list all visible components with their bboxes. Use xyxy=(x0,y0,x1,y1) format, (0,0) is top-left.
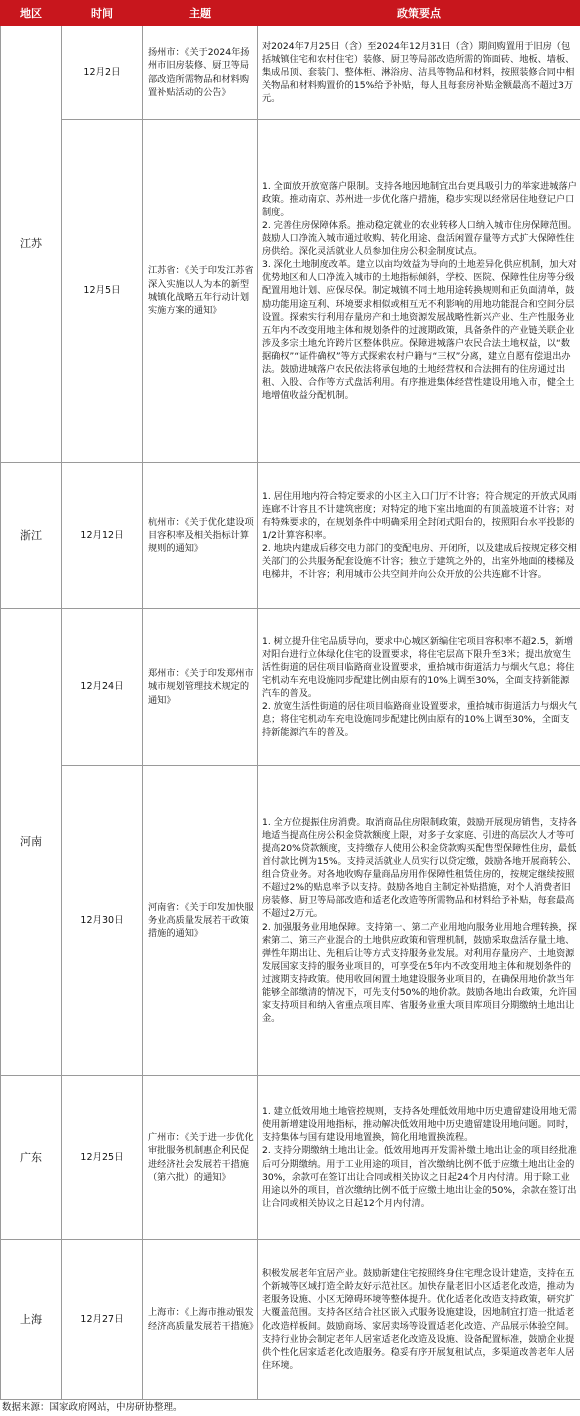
theme-cell: 河南省：《关于印发加快服务业高质量发展若干政策措施的通知》 xyxy=(143,766,258,1076)
points-cell xyxy=(258,609,580,766)
header-row xyxy=(1,1,580,26)
date-cell: 12月5日 xyxy=(62,120,143,463)
policy-point: 1. 全方位提振住房消费。取消商品住房限制政策，鼓励开展现房销售，支持各地适当提高住房公积金贷款额度上限，对多子女家庭、引进的高层次人才等可提高20%贷款额度，支持缴存人使用公积金贷款购买配售型保障性住房，最低首付款比例为15%。支持灵活就业人员实行以贷定缴，鼓励各地开展商转公、组合贷业务。对各地收购存量商品房用作保障性租赁住房的，按规定继续按照不超过2%的贴息率予以支持。鼓励各地自主制定补贴措施，对个人消费者旧房装修、厨卫等局部改造和适老化改造等所需物品和材料给予补贴，每套最高不超过2万元。 xyxy=(262,816,577,920)
policy-point: 1. 全面放开放宽落户限制。支持各地因地制宜出台更具吸引力的举家进城落户政策。推动南京、苏州进一步优化落户措施，稳步实现以经常居住地登记户口制度。 xyxy=(262,180,577,218)
table-row xyxy=(1,1240,580,1400)
policy-point: 2. 放宽生活性街道的居住项目临路商业设置要求，重拾城市街道活力与烟火气息；将住宅机动车充电设施同步配建比例由原有的10%上调至30%，全面支持新能源汽车的普及。 xyxy=(262,701,577,739)
header-theme: 主题 xyxy=(143,1,258,26)
header-region: 地区 xyxy=(1,1,62,26)
policy-point: 2. 完善住房保障体系。推动稳定就业的农业转移人口纳入城市住房保障范围。鼓励人口净流入城市通过收购、转化用途、盘活闲置存量等方式扩大保障性住房供给。深化灵活就业人员参加住房公积金制度试点。 xyxy=(262,219,577,258)
table-row xyxy=(1,766,580,1076)
policy-point: 2. 加强服务业用地保障。支持第一、第二产业用地向服务业用地合理转换，探索第二、第三产业混合的土地供应政策和管理机制，鼓励采取盘活存量土地、弹性年期出让、先租后让等方式支持服务业发展。对利用存量房产、土地资源发展国家支持的服务业项目的，可享受在5年内不改变用地主体和规划条件的过渡期支持政策。使用收回闲置土地建设服务业项目的，在确保用地价款当年能够全部缴清的情况下，可先支付50%的地价款。鼓励各地出台政策，允许国家支持项目和纳入省重点项目库、省服务业重大项目库项目分期缴纳土地出让金。 xyxy=(262,921,577,1025)
points-cell xyxy=(258,26,580,120)
policy-point: 3. 深化土地制度改革。建立以亩均效益为导向的土地差异化供应机制，加大对优势地区和人口净流入城市的土地指标倾斜，学校、医院、保障性住房等分级配置用地计划、应保尽保。制定城镇不同土地用途转换规则和正负面清单，鼓励功能用途互利、环境要求相似或相互无不利影响的用地功能混合和空间分层设置。探索实行利用存量房产和土地资源发展战略性新兴产业、生产性服务业五年内不改变用地主体和规划条件的过渡期政策，具备条件的产业链关联企业涉及多宗土地允许跨片区整体供应。保障进城落户农民合法土地权益，以“数据确权”“证件确权”等方式探索农村户籍与“三权”分离，建立自愿有偿退出办法。鼓励进城落户农民依法将承包地的土地经营权和合法拥有的住房通过出租、入股、合作等方式盘活利用。有序推进集体经营性建设用地入市，健全土地增值收益分配机制。 xyxy=(262,259,577,402)
table-row xyxy=(1,463,580,609)
policy-point: 1. 建立低效用地土地管控规则，支持各处理低效用地中历史遗留建设用地无需使用新增建设用地指标，推动解决低效用地中历史遗留建设用地问题。同时，支持集体与国有建设用地置换，简化用地置换流程。 xyxy=(262,1106,577,1144)
policy-point: 1. 树立提升住宅品质导向，要求中心城区新编住宅项目容积率不超2.5，新增对阳台进行立体绿化住宅的设置要求，将住宅层高下限升至3米；提出放宽生活性街道的居住项目临路商业设置要求，重拾城市街道活力与烟火气息；将住宅机动车充电设施同步配建比例由原有的10%上调至30%，全面支持新能源汽车的普及。 xyxy=(262,635,575,699)
policy-point: 积极发展老年宜居产业。鼓励新建住宅按照终身住宅理念设计建造，支持在五个新城等区域打造全龄友好示范社区。加快存量老旧小区适老化改造，推动为老服务设施、小区无障碍环境等整体提升。优化适老化改造支持政策，研究扩大覆盖范围。支持各区结合社区嵌入式服务设施建设，因地制宜打造一批适老化改造样板间。鼓励商场、家居卖场等设置适老化改造、产品展示体验空间。支持行业协会制定老年人居室适老化改造及设施、设备配置标准，鼓励企业提供个性化居家适老化改造服务。稳妥有序开展复租试点，多渠道改善老年人居住环境。 xyxy=(262,1268,575,1371)
region-cell: 广东 xyxy=(1,1076,62,1240)
policy-point: 1. 居住用地内符合特定要求的小区主入口门厅不计容；符合规定的开放式风雨连廊不计容且不计建筑密度；对特定的地下室出地面的有顶盖坡道不计容；对有特殊要求的，在规划条件中明确采用全封闭式阳台的，按照阳台水平投影的1/2计算容积率。 xyxy=(262,490,577,541)
region-cell: 浙江 xyxy=(1,463,62,609)
header-date: 时间 xyxy=(62,1,143,26)
table-row xyxy=(1,26,580,120)
points-cell xyxy=(258,1240,580,1400)
points-cell xyxy=(258,120,580,463)
theme-cell: 郑州市：《关于印发郑州市城市规划管理技术规定的通知》 xyxy=(143,609,258,766)
theme-cell: 杭州市：《关于优化建设项目容积率及相关指标计算规则的通知》 xyxy=(143,463,258,609)
region-cell: 河南 xyxy=(1,609,62,1076)
theme-cell: 上海市：《上海市推动银发经济高质量发展若干措施》 xyxy=(143,1240,258,1400)
source-note: 数据来源：国家政府网站，中房研协整理。 xyxy=(2,1402,183,1413)
region-cell: 上海 xyxy=(1,1240,62,1400)
region-cell: 江苏 xyxy=(1,26,62,463)
header-points: 政策要点 xyxy=(258,1,580,26)
date-cell: 12月27日 xyxy=(62,1240,143,1400)
date-cell: 12月12日 xyxy=(62,463,143,609)
theme-cell: 江苏省：《关于印发江苏省深入实施以人为本的新型城镇化战略五年行动计划实施方案的通知》 xyxy=(143,120,258,463)
policy-point: 2. 支持分期缴纳土地出让金。低效用地再开发需补缴土地出让金的项目经批准后可分期缴纳。用于工业用途的项目，首次缴纳比例不低于应缴土地出让金的30%，余款可在签订出让合同或相关协议之日起24个月内付清。用于除工业用途以外的项目，首次缴纳比例不低于应缴土地出让金的50%，余款在签订出让合同或相关协议之日起12个月内付清。 xyxy=(262,1145,577,1209)
date-cell: 12月30日 xyxy=(62,766,143,1076)
date-cell: 12月2日 xyxy=(62,26,143,120)
date-cell: 12月25日 xyxy=(62,1076,143,1240)
points-cell xyxy=(258,463,580,609)
date-cell: 12月24日 xyxy=(62,609,143,766)
table-row xyxy=(1,120,580,463)
table-row xyxy=(1,1076,580,1240)
policy-point: 2. 地块内建成后移交电力部门的变配电房、开闭所，以及建成后按规定移交相关部门的公共服务配套设施不计容；独立于建筑之外的，出室外地面的楼梯及电梯井，不计容；利用城市公共空间并向公众开放的公共连廊不计容。 xyxy=(262,543,577,581)
policy-point: 对2024年7月25日（含）至2024年12月31日（含）期间购置用于旧房（包括城镇住宅和农村住宅）装修、厨卫等局部改造所需的饰面砖、地板、墙板、集成吊顶、套装门、整体柜、淋浴房、洁具等物品和材料，按照装修合同中相关物品和材料购置价的15%给予补贴，每人且每套房补贴金额最高不超过3万元。 xyxy=(262,40,575,105)
table-row xyxy=(1,609,580,766)
points-cell xyxy=(258,766,580,1076)
theme-cell: 扬州市：《关于2024年扬州市旧房装修、厨卫等局部改造所需物品和材料购置补贴活动的公告》 xyxy=(143,26,258,120)
theme-cell: 广州市：《关于进一步优化审批服务机制惠企利民促进经济社会发展若干措施（第六批）的通知》 xyxy=(143,1076,258,1240)
points-cell xyxy=(258,1076,580,1240)
